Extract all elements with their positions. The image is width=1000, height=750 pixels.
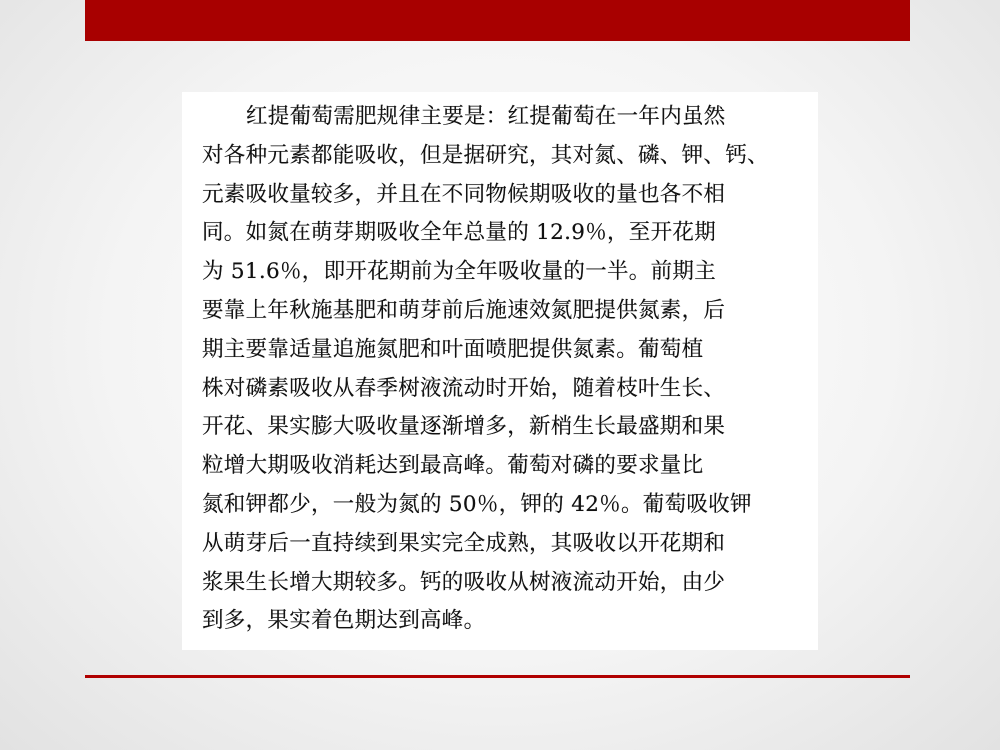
- scanned-text-image: [182, 92, 818, 650]
- paragraph-line: 从萌芽后一直持续到果实完全成熟，其吸收以开花期和: [202, 530, 726, 556]
- paragraph-line: 为 51.6％，即开花期前为全年吸收量的一半。前期主: [202, 259, 717, 285]
- paragraph-line: 到多，果实着色期达到高峰。: [202, 608, 486, 634]
- paragraph-line: 氮和钾都少，一般为氮的 50％，钾的 42％。葡萄吸收钾: [202, 491, 752, 517]
- paragraph-line: 粒增大期吸收消耗达到最高峰。葡萄对磷的要求量比: [202, 453, 704, 479]
- paragraph: [202, 98, 806, 641]
- paragraph-line: 开花、果实膨大吸收量逐渐增多，新梢生长最盛期和果: [202, 414, 726, 440]
- paragraph-line: 对各种元素都能吸收，但是据研究，其对氮、磷、钾、钙、: [202, 142, 769, 168]
- footer-divider-line: [85, 675, 910, 678]
- paragraph-line: 株对磷素吸收从春季树液流动时开始，随着枝叶生长、: [202, 375, 726, 401]
- paragraph-line: 期主要靠适量追施氮肥和叶面喷肥提供氮素。葡萄植: [202, 336, 704, 362]
- paragraph-line: 红提葡萄需肥规律主要是：红提葡萄在一年内虽然: [246, 104, 726, 129]
- paragraph-line: 要靠上年秋施基肥和萌芽前后施速效氮肥提供氮素，后: [202, 297, 726, 323]
- paragraph-line: 元素吸收量较多，并且在不同物候期吸收的量也各不相: [202, 181, 726, 207]
- paragraph-line: 同。如氮在萌芽期吸收全年总量的 12.9％，至开花期: [202, 220, 717, 246]
- header-accent-bar: [85, 0, 910, 41]
- paragraph-line: 浆果生长增大期较多。钙的吸收从树液流动开始，由少: [202, 569, 726, 595]
